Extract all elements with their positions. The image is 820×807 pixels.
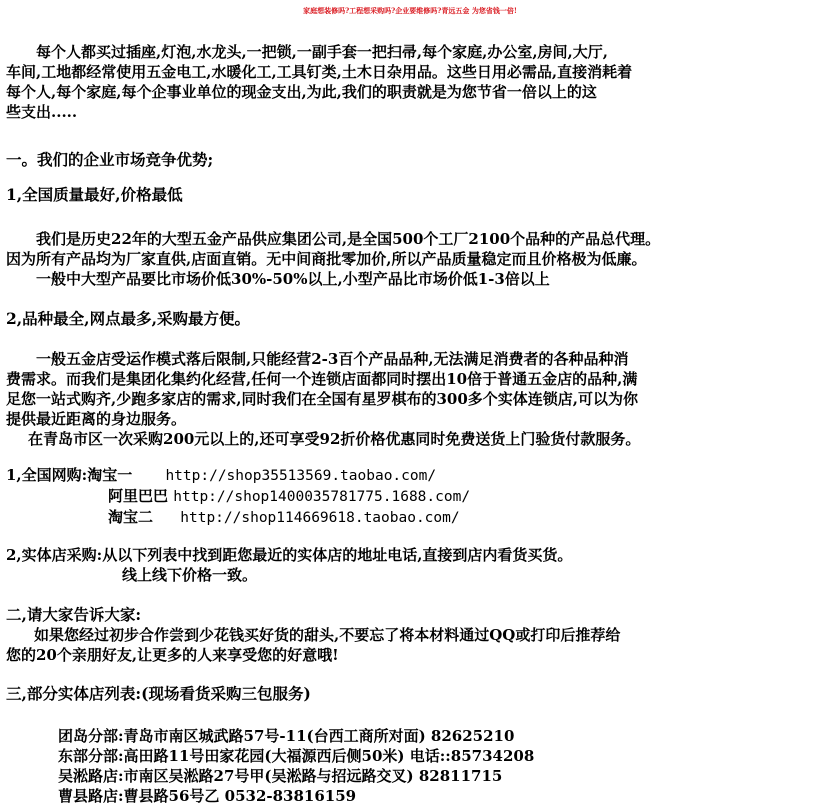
offline-line-2: 线上线下价格一致。 xyxy=(122,566,258,584)
online-link-label: 淘宝二 xyxy=(108,508,154,526)
section3-heading xyxy=(6,684,814,704)
section2-line: 您的20个亲朋好友,让更多的人来享受您的好意哦! xyxy=(6,646,339,664)
point2-line: 提供最近距离的身边服务。 xyxy=(6,410,187,428)
store-row: 东部分部:高田路11号田家花园(大福源西后侧50米) 电话::85734208 xyxy=(58,747,535,765)
point1-line: 因为所有产品均为厂家直供,店面直销。无中间商批零加价,所以产品质量稳定而且价格极为低廉。 xyxy=(6,250,647,268)
offline-section xyxy=(6,545,814,585)
online-link-label: 淘宝一 xyxy=(87,466,133,484)
section1-heading xyxy=(6,150,814,170)
alibaba-link[interactable]: http://shop1400035781775.1688.com/ xyxy=(173,489,471,505)
point2-heading xyxy=(6,309,814,329)
point2-line: 费需求。而我们是集团化集约化经营,任何一个连锁店面都同时摆出10倍于普通五金店的品种,满 xyxy=(6,370,638,388)
taobao-two-link[interactable]: http://shop114669618.taobao.com/ xyxy=(180,510,460,526)
intro-line: 每个人,每个家庭,每个企事业单位的现金支出,为此,我们的职责就是为您节省一倍以上的这 xyxy=(6,83,597,101)
point2-line: 在青岛市区一次采购200元以上的,还可享受92折价格优惠同时免费送货上门验货付款服务。 xyxy=(28,430,641,448)
store-row: 曹县路店:曹县路56号乙 0532-83816159 xyxy=(58,787,357,805)
store-list xyxy=(6,726,814,806)
page-title: 家庭想装修吗?工程想采购吗?企业要维修吗?青远五金 为您省钱一倍! xyxy=(303,6,517,15)
offline-line-1: 2,实体店采购:从以下列表中找到距您最近的实体店的地址电话,直接到店内看货买货。 xyxy=(6,546,573,564)
point1-heading-text: 1,全国质量最好,价格最低 xyxy=(6,185,183,204)
section2-heading xyxy=(6,605,814,625)
taobao-one-link[interactable]: http://shop35513569.taobao.com/ xyxy=(165,468,437,484)
online-heading: 1,全国网购: xyxy=(6,466,88,484)
intro-line: 车间,工地都经常使用五金电工,水暖化工,工具钉类,土木日杂用品。这些日用必需品,直接消耗着 xyxy=(6,63,633,81)
section2-paragraph xyxy=(6,625,814,665)
point1-line: 一般中大型产品要比市场价低30%-50%以上,小型产品比市场价低1-3倍以上 xyxy=(36,270,550,288)
store-row: 吴淞路店:市南区吴淞路27号甲(吴淞路与招远路交叉) 82811715 xyxy=(58,767,503,785)
online-link-label: 阿里巴巴 xyxy=(108,487,169,505)
point2-paragraph xyxy=(6,349,814,449)
online-row-2 xyxy=(6,486,814,507)
online-section xyxy=(6,465,814,528)
point2-line: 足您一站式购齐,少跑多家店的需求,同时我们在全国有星罗棋布的300多个实体连锁店,可以为你 xyxy=(6,390,638,408)
online-row-3 xyxy=(6,507,814,528)
intro-paragraph xyxy=(6,42,814,122)
section3-heading-text: 三,部分实体店列表:(现场看货采购三包服务) xyxy=(6,684,311,703)
section2-line: 如果您经过初步合作尝到少花钱买好货的甜头,不要忘了将本材料通过QQ或打印后推荐给 xyxy=(34,626,621,644)
intro-line: 些支出..... xyxy=(6,103,78,121)
point1-heading xyxy=(6,185,814,205)
section2-heading-text: 二,请大家告诉大家: xyxy=(6,605,142,624)
online-row-1 xyxy=(6,465,814,486)
store-row: 团岛分部:青岛市南区城武路57号-11(台西工商所对面) 82625210 xyxy=(58,727,515,745)
section1-heading-text: 一。我们的企业市场竞争优势; xyxy=(6,150,214,169)
point1-line: 我们是历史22年的大型五金产品供应集团公司,是全国500个工厂2100个品种的产品总代理。 xyxy=(36,230,661,248)
point1-paragraph xyxy=(6,229,814,289)
point2-heading-text: 2,品种最全,网点最多,采购最方便。 xyxy=(6,309,250,328)
intro-line: 每个人都买过插座,灯泡,水龙头,一把锁,一副手套一把扫帚,每个家庭,办公室,房间,大厅, xyxy=(36,43,609,61)
point2-line: 一般五金店受运作模式落后限制,只能经营2-3百个产品品种,无法满足消费者的各种品种消 xyxy=(36,350,629,368)
